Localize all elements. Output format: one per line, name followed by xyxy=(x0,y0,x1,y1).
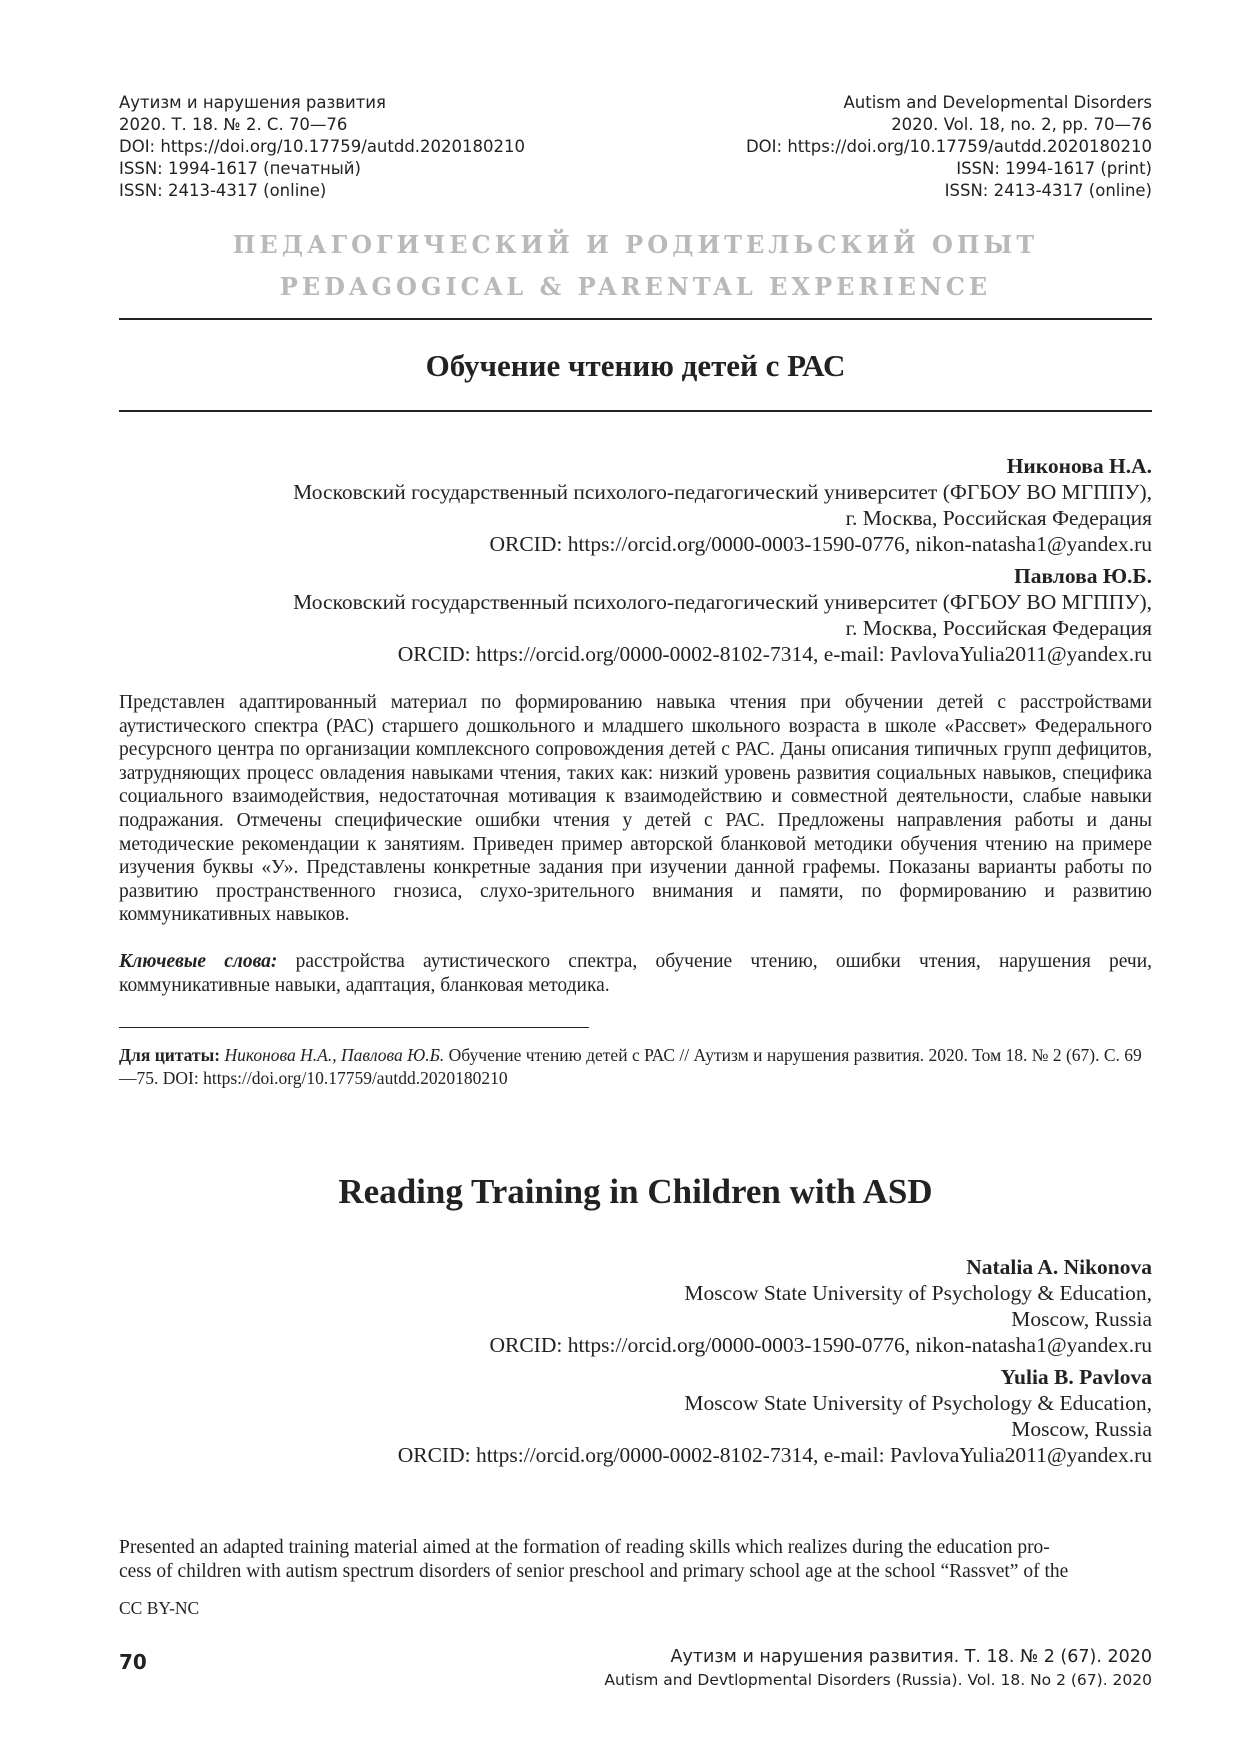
header-issue-ru: 2020. Т. 18. № 2. С. 70—76 xyxy=(119,115,348,134)
author-orcid: ORCID: https://orcid.org/0000-0002-8102-7314, e-mail: PavlovaYulia2011@yandex.ru xyxy=(397,642,1152,666)
citation-authors: Никонова Н.А., Павлова Ю.Б. xyxy=(224,1045,445,1065)
footer-journal-ru: Аутизм и нарушения развития. Т. 18. № 2 (67). 2020 xyxy=(670,1647,1152,1667)
citation-label: Для цитаты: xyxy=(119,1045,221,1065)
author-name: Natalia A. Nikonova xyxy=(966,1255,1152,1279)
author-name: Павлова Ю.Б. xyxy=(1014,564,1152,588)
header-left xyxy=(119,92,525,202)
author-orcid: ORCID: https://orcid.org/0000-0002-8102-7314, e-mail: PavlovaYulia2011@yandex.ru xyxy=(397,1443,1152,1467)
keywords-text: расстройства аутистического спектра, обучение чтению, ошибки чтения, нарушения речи, коммуникативные навыки, адаптация, бланковая методика. xyxy=(119,951,1153,996)
header-issue-en: 2020. Vol. 18, no. 2, pp. 70—76 xyxy=(891,115,1152,134)
abstract-en-line: Presented an adapted training material aimed at the formation of reading skills which realizes during the education pro- xyxy=(119,1537,1050,1558)
header-issn-print-ru: ISSN: 1994-1617 (печатный) xyxy=(119,159,361,178)
abstract-en-line: cess of children with autism spectrum disorders of senior preschool and primary school age at the school “Rassvet” of the xyxy=(119,1560,1069,1582)
license-label: CC BY-NC xyxy=(119,1598,200,1618)
citation xyxy=(119,1044,1152,1090)
author-location: г. Москва, Российская Федерация xyxy=(845,506,1152,530)
author-orcid: ORCID: https://orcid.org/0000-0003-1590-0776, nikon-natasha1@yandex.ru xyxy=(489,1333,1152,1357)
header-issn-online-ru: ISSN: 2413-4317 (online) xyxy=(119,181,327,200)
header-journal-ru: Аутизм и нарушения развития xyxy=(119,93,386,112)
header-doi-en: DOI: https://doi.org/10.17759/autdd.2020180210 xyxy=(745,137,1152,156)
keywords-ru xyxy=(119,950,1152,997)
footer xyxy=(604,1645,1152,1691)
article-title-en: Reading Training in Children with ASD xyxy=(338,1172,933,1211)
abstract-ru: Представлен адаптированный материал по формированию навыка чтения при обучении детей с расстройствами аутистического спектра (РАС) старшего дошкольного и младшего школьного возраста в школе «Рассвет» Федерального ресурсного центра по организации комплексного сопровождения детей с РАС. Даны описания типичных групп дефицитов, затрудняющих процесс овладения навыками чтения, таких как: низкий уровень развития социальных навыков, специфика социального взаимодействия, недостаточная мотивация к взаимодействию и совместной деятельности, слабые навыки подражания. Отмечены специфические ошибки чтения у детей с РАС. Предложены направления работы и даны методические рекомендации к занятиям. Приведен пример авторской бланковой методики обучения чтению на примере изучения буквы «У». Представлены конкретные задания при изучении данной графемы. Показаны варианты работы по развитию пространственного гнозиса, слухо-зрительного внимания и памяти, по формированию и развитию коммуникативных навыков. xyxy=(119,692,1152,926)
author-affiliation: Moscow State University of Psychology & Education, xyxy=(684,1281,1152,1305)
header-issn-print-en: ISSN: 1994-1617 (print) xyxy=(956,159,1152,178)
authors-ru xyxy=(293,447,1152,667)
section-heading-en: PEDAGOGICAL & PARENTAL EXPERIENCE xyxy=(279,272,992,301)
header-journal-en: Autism and Developmental Disorders xyxy=(843,93,1152,112)
author-name: Никонова Н.А. xyxy=(1006,454,1152,478)
footer-journal-en: Autism and Devtlopmental Disorders (Russia). Vol. 18. No 2 (67). 2020 xyxy=(604,1671,1152,1689)
author-affiliation: Moscow State University of Psychology & Education, xyxy=(684,1391,1152,1415)
keywords-label: Ключевые слова: xyxy=(119,951,278,972)
author-location: г. Москва, Российская Федерация xyxy=(845,616,1152,640)
divider-title xyxy=(119,410,1152,412)
section-heading-ru: ПЕДАГОГИЧЕСКИЙ И РОДИТЕЛЬСКИЙ ОПЫТ xyxy=(232,230,1039,259)
author-orcid: ORCID: https://orcid.org/0000-0003-1590-0776, nikon-natasha1@yandex.ru xyxy=(489,532,1152,556)
divider-top xyxy=(119,318,1152,320)
header-issn-online-en: ISSN: 2413-4317 (online) xyxy=(944,181,1152,200)
article-title-ru: Обучение чтению детей с РАС xyxy=(425,348,846,383)
page-number: 70 xyxy=(119,1650,147,1674)
header-right xyxy=(746,92,1152,202)
citation-divider xyxy=(119,1027,589,1028)
abstract-en xyxy=(119,1536,1152,1583)
author-affiliation: Московский государственный психолого-педагогический университет (ФГБОУ ВО МГППУ), xyxy=(293,480,1152,504)
header-doi-ru: DOI: https://doi.org/10.17759/autdd.2020180210 xyxy=(119,137,526,156)
author-location: Moscow, Russia xyxy=(1011,1417,1152,1441)
author-name: Yulia B. Pavlova xyxy=(1000,1365,1152,1389)
author-affiliation: Московский государственный психолого-педагогический университет (ФГБОУ ВО МГППУ), xyxy=(293,590,1152,614)
citation-text: Обучение чтению детей с РАС // Аутизм и нарушения развития. 2020. Том 18. № 2 (67). С. 69—75. DOI: https://doi.org/10.17759/autdd.2020180210 xyxy=(119,1045,1142,1088)
authors-en xyxy=(398,1248,1152,1468)
author-location: Moscow, Russia xyxy=(1011,1307,1152,1331)
